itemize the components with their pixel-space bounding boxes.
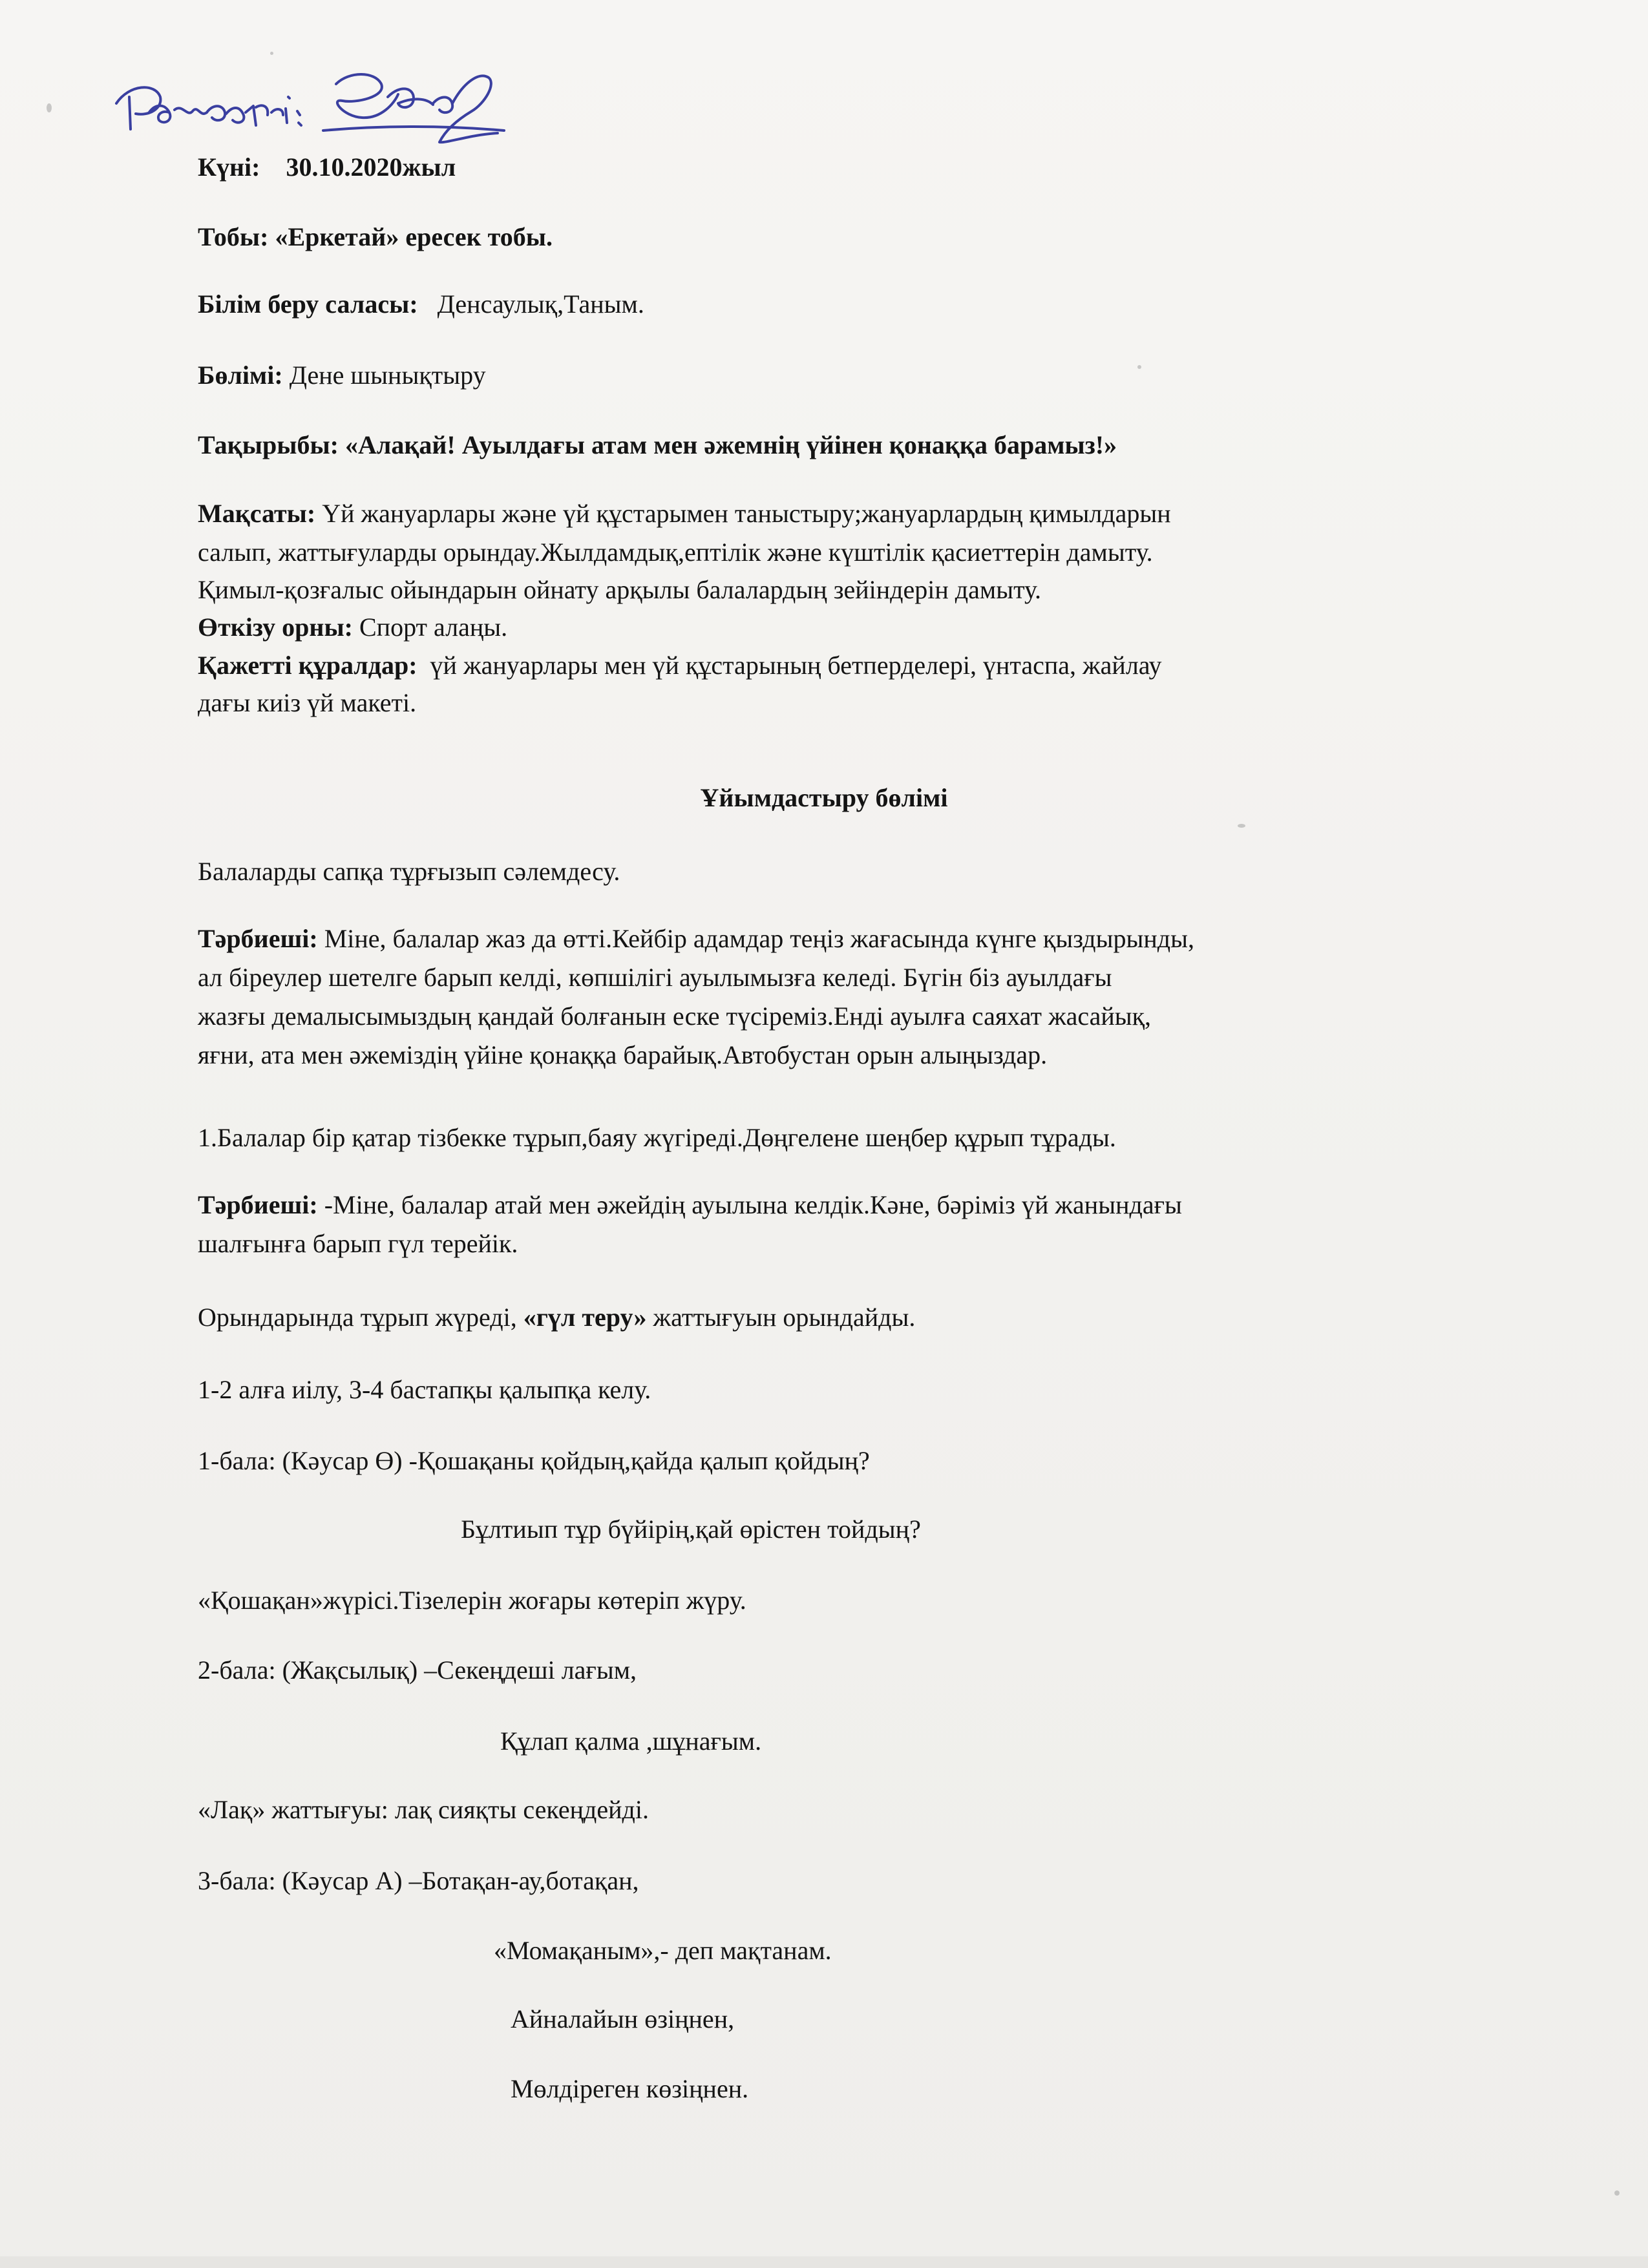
scan-speck: [1614, 2190, 1620, 2196]
greeting-line: Балаларды сапқа тұрғызып сәлемдесу.: [198, 857, 620, 886]
exercise-name: «гүл теру»: [523, 1303, 647, 1332]
child-3-line-2: «Момақаным»,- деп мақтанам.: [494, 1936, 832, 1965]
teacher-paragraph-1-line-4: яғни, ата мен әжеміздің үйіне қонаққа барайық.Автобустан орын алыңыздар.: [198, 1040, 1048, 1069]
teacher-paragraph-1-line-3: жазғы демалысымыздың қандай болғанын еске түсіреміз.Енді ауылға саяхат жасайық,: [198, 1002, 1152, 1031]
exercise-line: [198, 1305, 915, 1330]
date-value: 30.10.2020жыл: [286, 152, 456, 182]
section-line: [198, 362, 486, 388]
child-3-line-1: 3-бала: (Кәусар А) –Ботақан-ау,ботақан,: [198, 1866, 639, 1895]
child-3-line-3: Айналайын өзіңнен,: [511, 2004, 735, 2033]
teacher-paragraph-2-line-2: шалғынға барып гүл терейік.: [198, 1229, 518, 1258]
child-2-line-2: Құлап қалма ,шұнағым.: [500, 1727, 762, 1756]
date-line: [198, 154, 456, 180]
lamb-exercise-line: «Лақ» жаттығуы: лақ сияқты секеңдейді.: [198, 1795, 649, 1824]
teacher-text-2: -Міне, балалар атай мен әжейдің ауылына келдік.Кәне, бәріміз үй жанындағы: [324, 1190, 1182, 1219]
teacher-paragraph-1-line-2: ал біреулер шетелге барып келді, көпшілігі ауылымызға келеді. Бүгін біз ауылдағы: [198, 963, 1112, 992]
section-label: Бөлімі:: [198, 361, 283, 390]
place-value: Спорт алаңы.: [359, 613, 508, 642]
goal-line-3: Қимыл-қозғалыс ойындарын ойнату арқылы балалардың зейіндерін дамыту.: [198, 575, 1042, 604]
education-area-value: Денсаулық,Таным.: [437, 289, 644, 319]
tools-label: Қажетті құралдар:: [198, 651, 417, 680]
topic-value: «Алақай! Ауылдағы атам мен әжемнің үйінен қонаққа барамыз!»: [345, 430, 1117, 459]
handwritten-signature: [110, 58, 523, 168]
scan-speck: [1238, 824, 1245, 828]
scan-speck: [270, 52, 273, 55]
count-line: 1-2 алға иілу, 3-4 бастапқы қалыпқа келу.: [198, 1375, 651, 1404]
place-label: Өткізу орны:: [198, 613, 353, 642]
section-value: Дене шынықтыру: [289, 361, 486, 390]
tools-text-1: үй жануарлары мен үй құстарының бетперделері, үнтаспа, жайлау: [430, 651, 1162, 680]
exercise-text-post: жаттығуын орындайды.: [646, 1303, 916, 1332]
education-area-label: Білім беру саласы:: [198, 289, 418, 319]
section-heading: Ұйымдастыру бөлімі: [700, 783, 948, 812]
topic-label: Тақырыбы:: [198, 430, 339, 459]
group-line: [198, 224, 553, 250]
group-value: «Еркетай» ересек тобы.: [275, 222, 553, 251]
goal-label: Мақсаты:: [198, 499, 316, 528]
scan-speck: [47, 103, 52, 112]
teacher-label: Тәрбиеші:: [198, 924, 318, 953]
child-1-line-2: Бұлтиып тұр бүйірің,қай өрістен тойдың?: [461, 1515, 921, 1544]
tools-line-1: [198, 653, 1162, 678]
group-label: Тобы:: [198, 222, 269, 251]
teacher-paragraph-2-line-1: [198, 1192, 1182, 1218]
child-3-line-4: Мөлдіреген көзіңнен.: [511, 2074, 749, 2103]
teacher-label-2: Тәрбиеші:: [198, 1190, 318, 1219]
scan-edge: [0, 2256, 1648, 2268]
teacher-paragraph-1-line-1: [198, 926, 1194, 952]
scan-speck: [1137, 365, 1141, 369]
date-label: Күні:: [198, 152, 260, 182]
child-2-line-1: 2-бала: (Жақсылық) –Секеңдеші лағым,: [198, 1655, 637, 1685]
exercise-text-pre: Орындарында тұрып жүреді,: [198, 1303, 523, 1332]
step-1-line: 1.Балалар бір қатар тізбекке тұрып,баяу жүгіреді.Дөңгелене шеңбер құрып тұрады.: [198, 1123, 1116, 1152]
place-line: [198, 614, 507, 640]
goal-text-1: Үй жануарлары және үй құстарымен таныстыру;жануарлардың қимылдарын: [322, 499, 1171, 528]
topic-line: [198, 432, 1117, 458]
goal-line-1: [198, 501, 1171, 527]
walk-line: «Қошақан»жүрісі.Тізелерін жоғары көтеріп жүру.: [198, 1586, 746, 1615]
child-1-line-1: 1-бала: (Кәусар Ө) -Қошақаны қойдың,қайда қалып қойдың?: [198, 1446, 870, 1475]
education-area-line: [198, 291, 644, 317]
teacher-text-1: Міне, балалар жаз да өтті.Кейбір адамдар теңіз жағасында күнге қыздырынды,: [324, 924, 1195, 953]
tools-line-2: дағы киіз үй макеті.: [198, 688, 417, 717]
goal-line-2: салып, жаттығуларды орындау.Жылдамдық,ептілік және күштілік қасиеттерін дамыту.: [198, 538, 1153, 567]
